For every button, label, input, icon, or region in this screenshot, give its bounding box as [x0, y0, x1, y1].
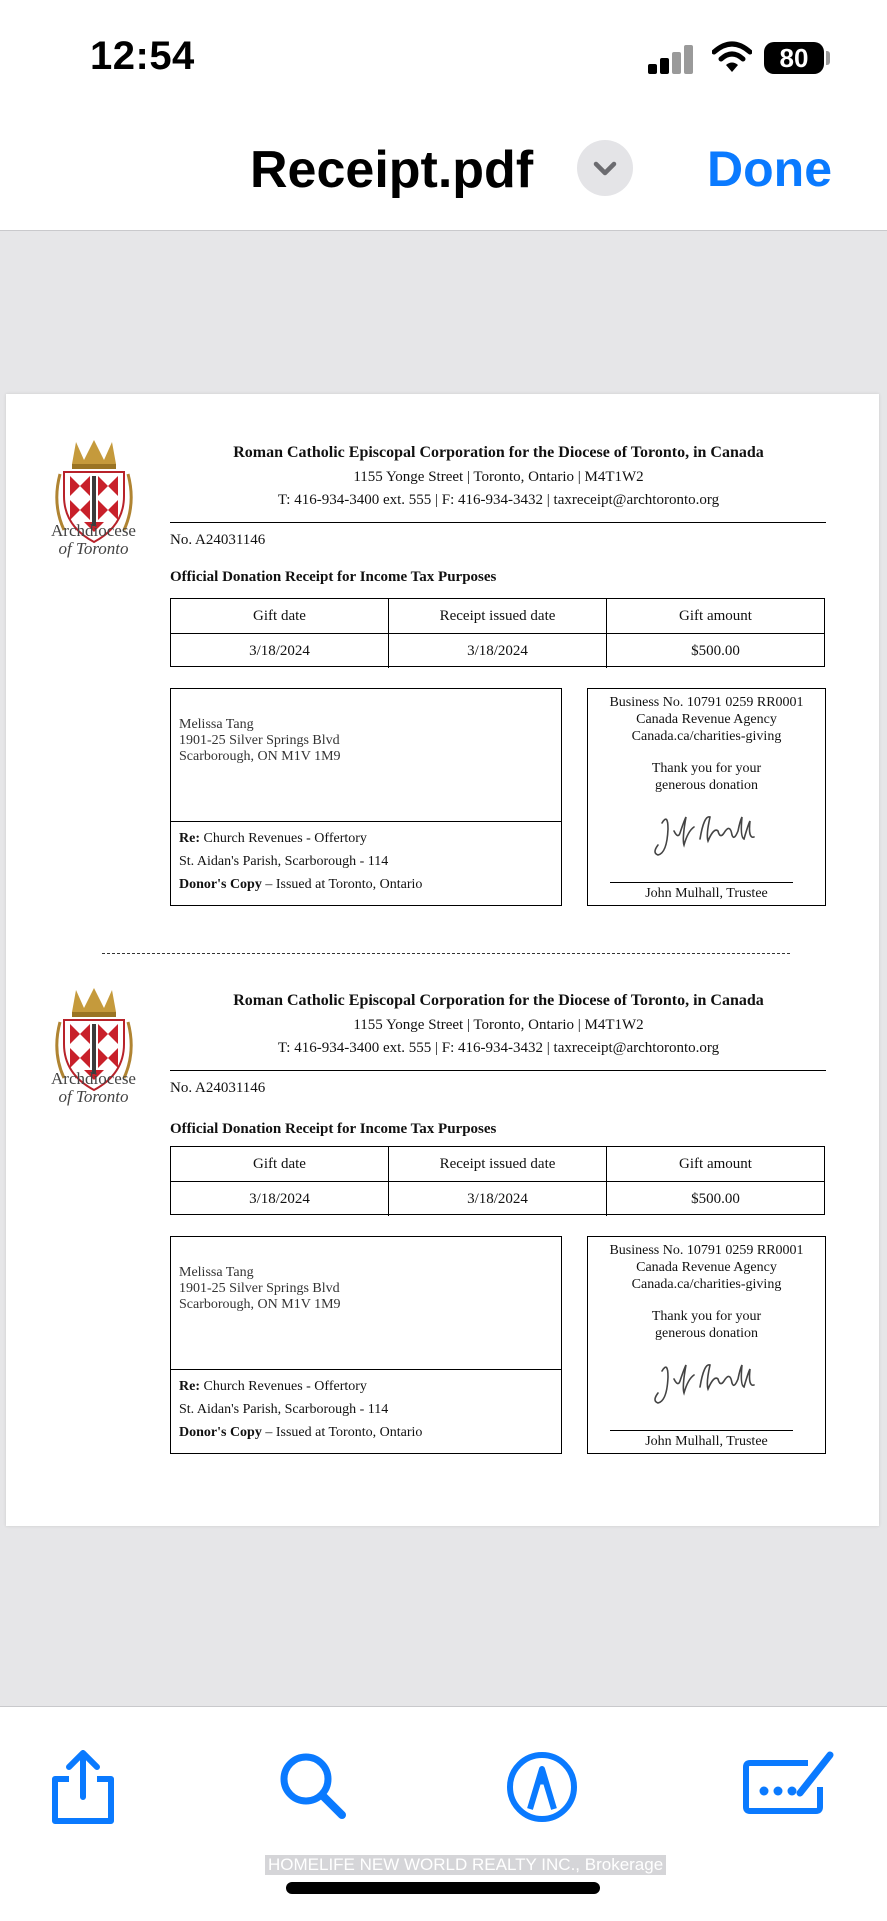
- home-indicator[interactable]: [286, 1882, 600, 1894]
- battery-icon: 80: [764, 42, 824, 74]
- signer-name: John Mulhall, Trustee: [645, 886, 768, 901]
- parish-line: St. Aidan's Parish, Scarborough - 114: [179, 854, 389, 869]
- title-menu-button[interactable]: [577, 140, 633, 196]
- signer-name: John Mulhall, Trustee: [645, 1434, 768, 1449]
- business-number: Business No. 10791 0259 RR0001: [609, 1243, 804, 1258]
- agency-url: Canada.ca/charities-giving: [631, 729, 782, 744]
- agency-name: Canada Revenue Agency: [636, 1260, 777, 1275]
- donor-city: Scarborough, ON M1V 1M9: [179, 1297, 341, 1312]
- donor-street: 1901-25 Silver Springs Blvd: [179, 1281, 340, 1296]
- cellular-signal-icon: [648, 44, 696, 74]
- donor-name: Melissa Tang: [179, 1265, 254, 1280]
- signature-line: [610, 882, 793, 883]
- business-box: [587, 1236, 826, 1454]
- done-button[interactable]: Done: [707, 141, 832, 197]
- thanks-line-1: Thank you for your: [651, 761, 762, 776]
- org-contact: T: 416-934-3400 ext. 555 | F: 416-934-3432 | taxreceipt@archtoronto.org: [277, 492, 720, 508]
- document-title[interactable]: Receipt.pdf: [250, 141, 534, 199]
- business-box: [587, 688, 826, 906]
- org-address: 1155 Yonge Street | Toronto, Ontario | M4T1W2: [353, 469, 644, 485]
- receipt-number: No. A24031146: [170, 1080, 266, 1096]
- gift-amount-header: Gift amount: [606, 1147, 824, 1181]
- edit-form-icon[interactable]: [742, 1747, 838, 1827]
- org-contact: T: 416-934-3400 ext. 555 | F: 416-934-3432 | taxreceipt@archtoronto.org: [277, 1040, 720, 1056]
- status-bar: [0, 0, 887, 110]
- wifi-icon: [712, 40, 752, 74]
- trustee-signature: [648, 809, 768, 861]
- thanks-line-2: generous donation: [654, 1326, 759, 1341]
- copy-line: Donor's Copy – Issued at Toronto, Ontario: [179, 877, 423, 892]
- gift-table: [170, 598, 825, 667]
- receipt-number: No. A24031146: [170, 532, 266, 548]
- parish-line: St. Aidan's Parish, Scarborough - 114: [179, 1402, 389, 1417]
- gift-date-header: Gift date: [253, 608, 306, 624]
- donor-box: [170, 1236, 562, 1454]
- search-icon[interactable]: [274, 1747, 354, 1827]
- copy-line: Donor's Copy – Issued at Toronto, Ontario: [179, 1425, 423, 1440]
- business-number: Business No. 10791 0259 RR0001: [609, 695, 804, 710]
- donor-name: Melissa Tang: [179, 717, 254, 732]
- nav-bar: [0, 110, 887, 231]
- receipt-second-copy: [6, 942, 879, 1449]
- issued-date-value: 3/18/2024: [388, 634, 606, 668]
- donor-box-divider: [171, 1369, 561, 1370]
- re-line: Re: Church Revenues - Offertory: [179, 831, 367, 846]
- receipt-title: Official Donation Receipt for Income Tax Purposes: [170, 569, 497, 585]
- org-address: 1155 Yonge Street | Toronto, Ontario | M4T1W2: [353, 1017, 644, 1033]
- issued-date-header: Receipt issued date: [388, 1147, 606, 1181]
- trustee-signature: [648, 1357, 768, 1409]
- gift-amount-value: $500.00: [606, 1182, 824, 1216]
- gift-date-value: 3/18/2024: [249, 643, 310, 659]
- donor-street: 1901-25 Silver Springs Blvd: [179, 733, 340, 748]
- battery-cap: [826, 51, 830, 65]
- gift-table-header-row: [171, 599, 824, 634]
- donor-address: [179, 1265, 341, 1313]
- gift-date-header: Gift date: [253, 1156, 306, 1172]
- gift-table-row: [171, 1182, 824, 1216]
- re-line: Re: Church Revenues - Offertory: [179, 1379, 367, 1394]
- donor-address: [179, 717, 341, 765]
- gift-date-value: 3/18/2024: [249, 1191, 310, 1207]
- share-icon[interactable]: [43, 1747, 123, 1827]
- markup-icon[interactable]: [502, 1747, 582, 1827]
- donor-box: [170, 688, 562, 906]
- chevron-down-icon: [577, 140, 633, 196]
- gift-amount-value: $500.00: [606, 634, 824, 668]
- header-divider: [170, 1070, 826, 1071]
- agency-name: Canada Revenue Agency: [636, 712, 777, 727]
- donor-city: Scarborough, ON M1V 1M9: [179, 749, 341, 764]
- issued-date-value: 3/18/2024: [388, 1182, 606, 1216]
- org-name: Roman Catholic Episcopal Corporation for the Diocese of Toronto, in Canada: [233, 992, 764, 1009]
- header-divider: [170, 522, 826, 523]
- signature-line: [610, 1430, 793, 1431]
- status-time: 12:54: [90, 34, 195, 78]
- pdf-page: [6, 394, 879, 1526]
- issued-date-header: Receipt issued date: [388, 599, 606, 633]
- org-name: Roman Catholic Episcopal Corporation for the Diocese of Toronto, in Canada: [233, 444, 764, 461]
- gift-table-header-row: [171, 1147, 824, 1182]
- agency-url: Canada.ca/charities-giving: [631, 1277, 782, 1292]
- thanks-line-1: Thank you for your: [651, 1309, 762, 1324]
- gift-amount-header: Gift amount: [606, 599, 824, 633]
- thanks-line-2: generous donation: [654, 778, 759, 793]
- logo-text: Archdiocese of Toronto: [51, 1069, 136, 1106]
- brokerage-watermark: HOMELIFE NEW WORLD REALTY INC., Brokerage: [265, 1855, 666, 1875]
- gift-table-row: [171, 634, 824, 668]
- gift-table: [170, 1146, 825, 1215]
- receipt-title: Official Donation Receipt for Income Tax Purposes: [170, 1121, 497, 1137]
- logo-text: Archdiocese of Toronto: [51, 521, 136, 558]
- receipt-donor-copy: [6, 394, 879, 901]
- donor-box-divider: [171, 821, 561, 822]
